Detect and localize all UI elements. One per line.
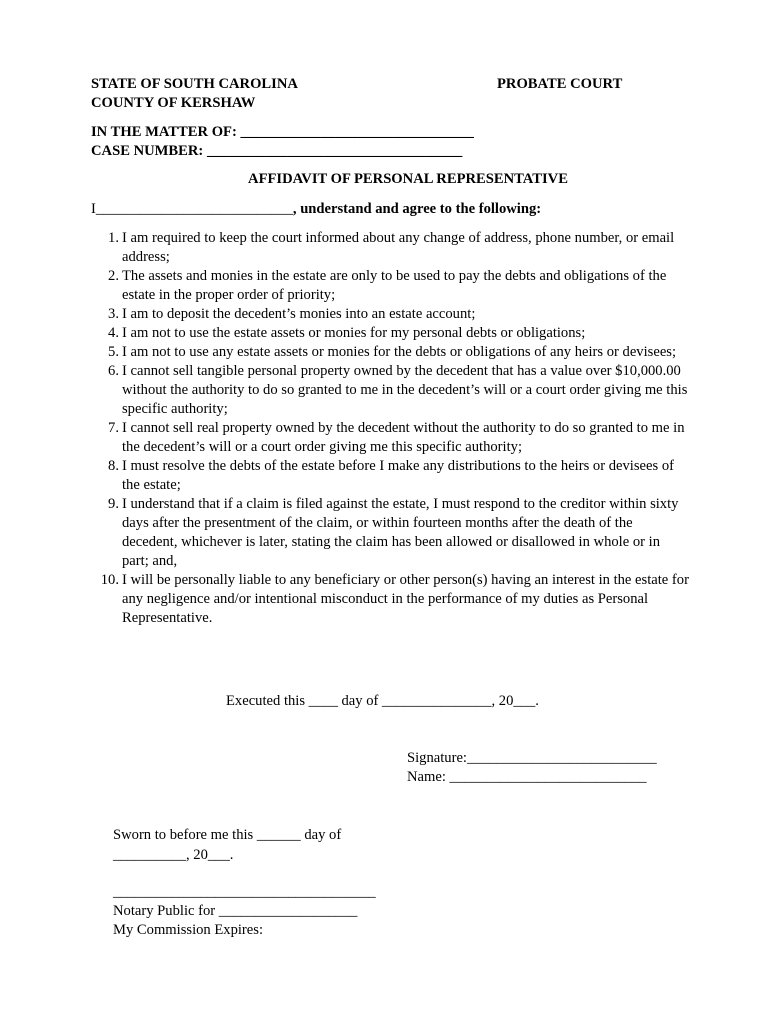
executed-line: Executed this ____ day of _______________, 20___. (226, 693, 539, 709)
county-heading: COUNTY OF KERSHAW (91, 95, 256, 111)
affidavit-item-text: I cannot sell tangible personal property owned by the decedent that has a value over $10,000.00 without the authority to do so granted to me in the decedent’s will or a court order giving me this specific authority; (122, 363, 688, 417)
affidavit-items-list (99, 229, 689, 628)
case-number-line: CASE NUMBER: ___________________________________ (91, 143, 463, 159)
affidavit-item (99, 267, 689, 305)
name-line: Name: ___________________________ (407, 769, 647, 785)
state-heading: STATE OF SOUTH CAROLINA (91, 76, 298, 92)
affidavit-item (99, 495, 689, 571)
signature-line: Signature:__________________________ (407, 750, 657, 766)
affidavit-item-text: I must resolve the debts of the estate before I make any distributions to the heirs or devisees of the estate; (122, 458, 674, 493)
affidavit-item (99, 229, 689, 267)
affidavit-item-number: 1. (108, 230, 119, 246)
affidavit-item (99, 305, 689, 324)
affidavit-item-text: The assets and monies in the estate are only to be used to pay the debts and obligations of the estate in the proper order of priority; (122, 268, 667, 303)
affidavit-item-text: I am not to use any estate assets or monies for the debts or obligations of any heirs or devisees; (122, 344, 677, 360)
matter-line: IN THE MATTER OF: ________________________________ (91, 124, 474, 140)
affidavit-item-number: 10. (100, 572, 119, 588)
document-title: AFFIDAVIT OF PERSONAL REPRESENTATIVE (248, 171, 568, 187)
affidavit-item-text: I understand that if a claim is filed against the estate, I must respond to the creditor within sixty days after the presentment of the claim, or within fourteen months after the death of the decedent, whichever is later, stating the claim has been allowed or disallowed in whole or in part; and, (122, 496, 679, 569)
affidavit-item-number: 6. (108, 363, 119, 379)
affidavit-item (99, 571, 689, 628)
affidavit-item (99, 457, 689, 495)
intro-text: , understand and agree to the following: (292, 201, 542, 217)
affidavit-item-number: 4. (108, 325, 119, 341)
affidavit-item-number: 8. (108, 458, 119, 474)
sworn-date-line: __________, 20___. (113, 847, 234, 863)
affidavit-item (99, 324, 689, 343)
affidavit-item-text: I cannot sell real property owned by the decedent without the authority to do so granted to me in the decedent’s will or a court order giving me this specific authority; (122, 420, 685, 455)
affidavit-item (99, 343, 689, 362)
intro-line (91, 200, 541, 219)
commission-expires-line: My Commission Expires: (113, 922, 263, 938)
sworn-line: Sworn to before me this ______ day of (113, 827, 342, 843)
court-heading: PROBATE COURT (497, 76, 623, 92)
affidavit-item-number: 7. (108, 420, 119, 436)
affidavit-item-number: 2. (108, 268, 119, 284)
affidavit-item-number: 3. (108, 306, 119, 322)
affidavit-item-number: 5. (108, 344, 119, 360)
affidavit-item-text: I am required to keep the court informed about any change of address, phone number, or email address; (122, 230, 675, 265)
affidavit-item (99, 362, 689, 419)
affidavit-item (99, 419, 689, 457)
notary-public-line: Notary Public for ___________________ (113, 903, 358, 919)
affidavit-item-text: I am not to use the estate assets or monies for my personal debts or obligations; (122, 325, 586, 341)
notary-signature-line: ____________________________________ (113, 884, 376, 900)
affidavit-item-number: 9. (108, 496, 119, 512)
affidavit-item-text: I will be personally liable to any beneficiary or other person(s) having an interest in the estate for any negligence and/or intentional misconduct in the performance of my duties as Personal Representative. (122, 572, 689, 626)
affidavit-item-text: I am to deposit the decedent’s monies into an estate account; (122, 306, 476, 322)
intro-name-blank: I___________________________ (91, 201, 293, 217)
